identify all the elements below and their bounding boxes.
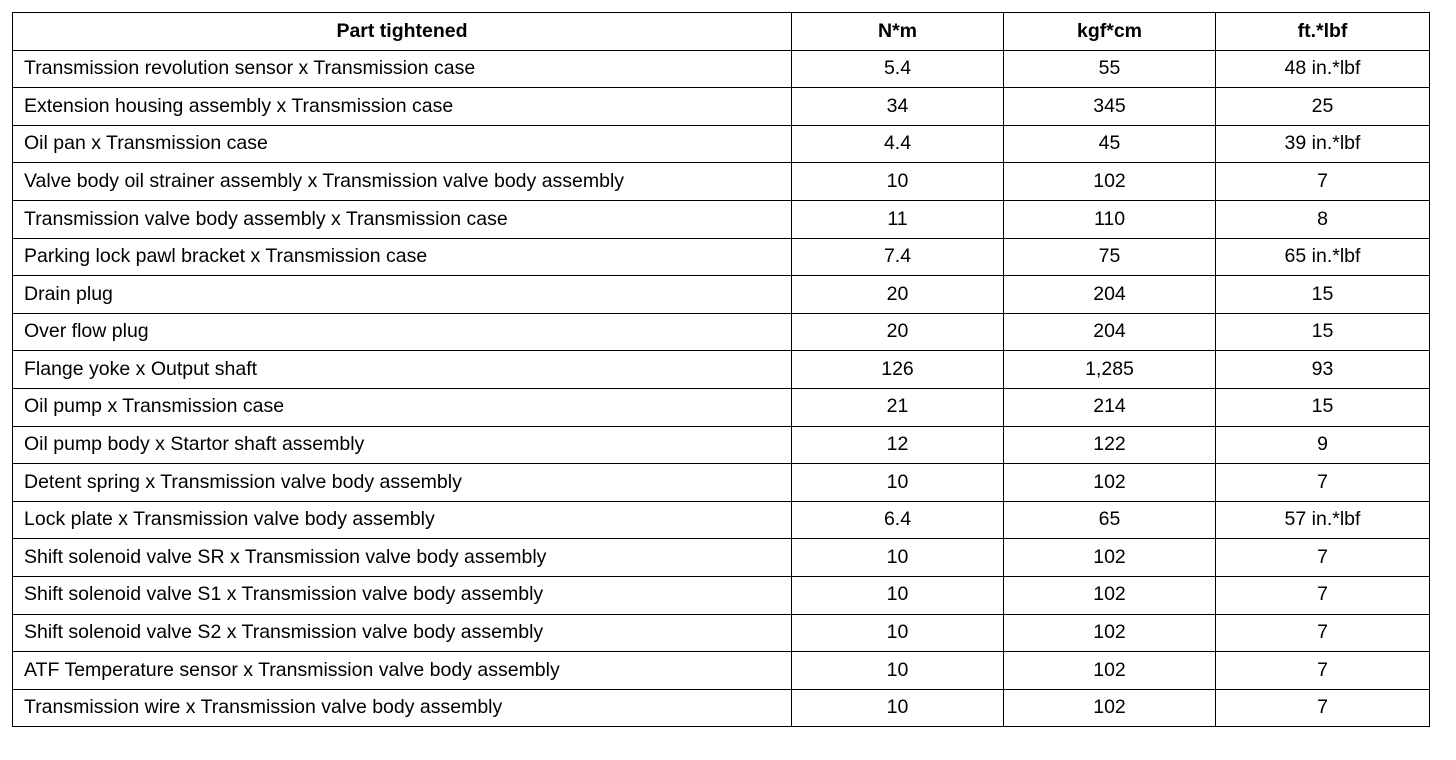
cell-newton-meter: 11 [792,200,1004,238]
table-body [13,50,1430,727]
table-row [13,163,1430,201]
cell-kgf-cm: 102 [1004,163,1216,201]
cell-ft-lbf: 48 in.*lbf [1216,50,1430,88]
cell-kgf-cm: 102 [1004,539,1216,577]
cell-ft-lbf: 7 [1216,652,1430,690]
cell-kgf-cm: 204 [1004,276,1216,314]
cell-newton-meter: 20 [792,313,1004,351]
cell-ft-lbf: 7 [1216,539,1430,577]
cell-ft-lbf: 9 [1216,426,1430,464]
cell-part-tightened: Detent spring x Transmission valve body assembly [13,464,792,502]
cell-kgf-cm: 1,285 [1004,351,1216,389]
cell-newton-meter: 6.4 [792,501,1004,539]
table-row [13,125,1430,163]
cell-ft-lbf: 7 [1216,576,1430,614]
cell-part-tightened: Oil pump x Transmission case [13,388,792,426]
cell-newton-meter: 10 [792,652,1004,690]
cell-ft-lbf: 15 [1216,276,1430,314]
cell-kgf-cm: 122 [1004,426,1216,464]
cell-part-tightened: Valve body oil strainer assembly x Transmission valve body assembly [13,163,792,201]
cell-part-tightened: Transmission revolution sensor x Transmission case [13,50,792,88]
cell-part-tightened: Shift solenoid valve S1 x Transmission valve body assembly [13,576,792,614]
table-row [13,501,1430,539]
table-row [13,276,1430,314]
table-row [13,238,1430,276]
cell-newton-meter: 10 [792,576,1004,614]
table-row [13,351,1430,389]
table-row [13,614,1430,652]
header-ft-lbf: ft.*lbf [1216,13,1430,51]
table-row [13,652,1430,690]
cell-newton-meter: 10 [792,539,1004,577]
cell-kgf-cm: 345 [1004,88,1216,126]
cell-part-tightened: Transmission valve body assembly x Transmission case [13,200,792,238]
torque-spec-table [12,12,1430,727]
cell-ft-lbf: 15 [1216,388,1430,426]
table-row [13,689,1430,727]
header-newton-meter: N*m [792,13,1004,51]
table-row [13,50,1430,88]
cell-part-tightened: Parking lock pawl bracket x Transmission case [13,238,792,276]
cell-part-tightened: Shift solenoid valve SR x Transmission valve body assembly [13,539,792,577]
cell-ft-lbf: 7 [1216,163,1430,201]
cell-kgf-cm: 102 [1004,576,1216,614]
cell-ft-lbf: 7 [1216,464,1430,502]
table-header [13,13,1430,51]
cell-ft-lbf: 7 [1216,614,1430,652]
cell-newton-meter: 4.4 [792,125,1004,163]
cell-kgf-cm: 110 [1004,200,1216,238]
cell-newton-meter: 12 [792,426,1004,464]
cell-part-tightened: Oil pan x Transmission case [13,125,792,163]
cell-kgf-cm: 75 [1004,238,1216,276]
table-row [13,576,1430,614]
table-row [13,313,1430,351]
cell-ft-lbf: 7 [1216,689,1430,727]
cell-kgf-cm: 102 [1004,464,1216,502]
cell-newton-meter: 10 [792,614,1004,652]
cell-kgf-cm: 55 [1004,50,1216,88]
cell-newton-meter: 34 [792,88,1004,126]
cell-kgf-cm: 45 [1004,125,1216,163]
cell-part-tightened: Shift solenoid valve S2 x Transmission valve body assembly [13,614,792,652]
cell-kgf-cm: 102 [1004,652,1216,690]
cell-newton-meter: 7.4 [792,238,1004,276]
cell-part-tightened: Lock plate x Transmission valve body assembly [13,501,792,539]
cell-part-tightened: Extension housing assembly x Transmission case [13,88,792,126]
cell-kgf-cm: 204 [1004,313,1216,351]
cell-ft-lbf: 39 in.*lbf [1216,125,1430,163]
table-row [13,388,1430,426]
cell-newton-meter: 10 [792,464,1004,502]
cell-newton-meter: 10 [792,163,1004,201]
table-row [13,200,1430,238]
cell-part-tightened: Flange yoke x Output shaft [13,351,792,389]
header-row [13,13,1430,51]
table-row [13,464,1430,502]
cell-kgf-cm: 102 [1004,614,1216,652]
cell-ft-lbf: 15 [1216,313,1430,351]
table-row [13,88,1430,126]
cell-ft-lbf: 57 in.*lbf [1216,501,1430,539]
cell-part-tightened: ATF Temperature sensor x Transmission valve body assembly [13,652,792,690]
cell-kgf-cm: 214 [1004,388,1216,426]
cell-part-tightened: Oil pump body x Startor shaft assembly [13,426,792,464]
cell-part-tightened: Transmission wire x Transmission valve body assembly [13,689,792,727]
cell-newton-meter: 126 [792,351,1004,389]
cell-part-tightened: Over flow plug [13,313,792,351]
cell-newton-meter: 10 [792,689,1004,727]
cell-ft-lbf: 65 in.*lbf [1216,238,1430,276]
cell-newton-meter: 20 [792,276,1004,314]
cell-ft-lbf: 93 [1216,351,1430,389]
header-kgf-cm: kgf*cm [1004,13,1216,51]
cell-part-tightened: Drain plug [13,276,792,314]
cell-ft-lbf: 25 [1216,88,1430,126]
cell-kgf-cm: 102 [1004,689,1216,727]
header-part-tightened: Part tightened [13,13,792,51]
cell-newton-meter: 21 [792,388,1004,426]
cell-ft-lbf: 8 [1216,200,1430,238]
table-row [13,426,1430,464]
cell-kgf-cm: 65 [1004,501,1216,539]
table-row [13,539,1430,577]
cell-newton-meter: 5.4 [792,50,1004,88]
